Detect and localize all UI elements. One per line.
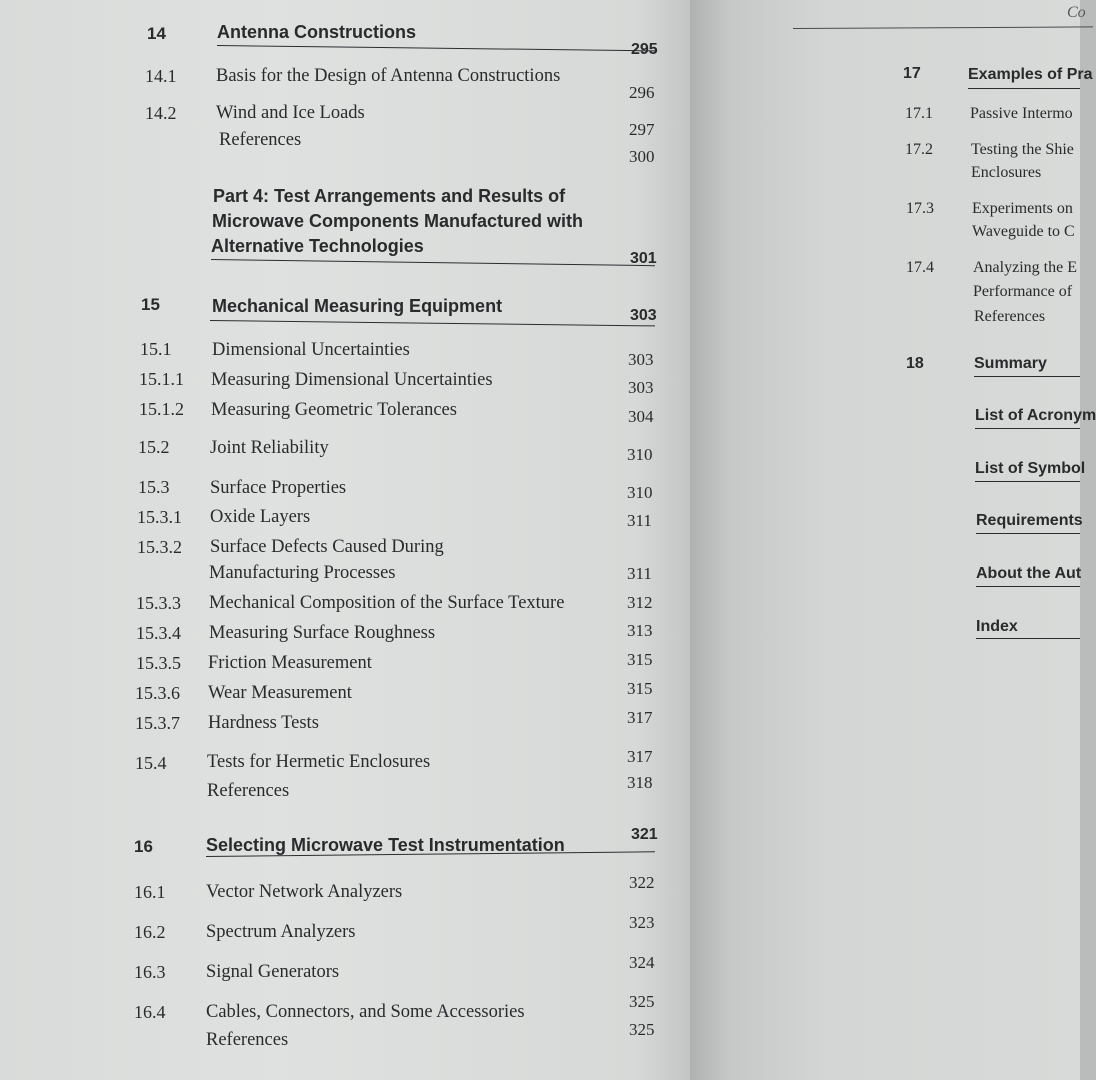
section-title: Cables, Connectors, and Some Accessories [206,1002,525,1022]
section-page: 296 [629,83,655,102]
chapter-number: 14 [147,24,166,43]
section-title-line-1: Testing the Shie [971,141,1074,158]
section-title: Wear Measurement [208,683,352,703]
chapter-title: List of Acronym [975,407,1096,424]
section-number: 15.1 [140,339,172,359]
section-title-line-2: Enclosures [971,164,1042,181]
section-number: 16.1 [134,882,166,902]
section-number: 16.2 [134,922,166,942]
section-page: 325 [629,992,655,1011]
section-number: 15.3.4 [136,623,181,643]
section-page: 310 [627,483,653,502]
chapter-rule [217,45,655,51]
running-header: Co [1067,4,1086,21]
section-number: 15.4 [135,753,167,773]
section-title: Wind and Ice Loads [216,103,365,123]
section-page: 312 [627,593,653,612]
chapter-rule [975,481,1080,482]
part-page: 301 [630,250,657,267]
section-title-line-2: Performance of [973,283,1073,300]
section-title: Spectrum Analyzers [206,922,356,942]
section-page: 323 [629,913,655,932]
chapter-title: Index [976,618,1018,635]
references-title: References [206,1030,289,1050]
chapter-title: Mechanical Measuring Equipment [212,296,503,316]
section-title: Joint Reliability [210,438,329,458]
section-page: 303 [628,350,654,369]
section-page: 324 [629,953,655,972]
section-title: Passive Intermo [970,105,1073,122]
section-page: 317 [627,747,653,766]
chapter-rule [974,376,1080,377]
chapter-title: Antenna Constructions [217,22,417,42]
section-title: Measuring Dimensional Uncertainties [211,370,493,390]
section-page: 304 [628,407,654,426]
chapter-title: Summary [974,355,1047,372]
chapter-title: List of Symbol [975,460,1086,477]
section-title: Tests for Hermetic Enclosures [207,752,431,772]
section-number: 15.3.7 [135,713,180,733]
references-title: References [207,781,290,801]
section-number: 16.3 [134,962,166,982]
section-title: Dimensional Uncertainties [212,340,410,360]
part-rule [211,259,655,266]
section-title-line-2: Manufacturing Processes [209,563,396,583]
section-title-line-2: Waveguide to C [972,223,1075,240]
section-title-line-1: Analyzing the E [973,259,1077,276]
part-title-line-1: Part 4: Test Arrangements and Results of [213,186,566,206]
section-page: 313 [627,621,653,640]
references-page: 300 [629,147,655,166]
chapter-rule [210,320,655,326]
section-page: 311 [627,511,652,530]
section-number: 15.3.3 [136,593,181,613]
section-title-line-1: Experiments on [972,200,1073,217]
section-page: 315 [627,679,653,698]
chapter-title: Examples of Pra [968,66,1093,83]
section-title: Basis for the Design of Antenna Constructions [216,66,561,86]
section-page: 322 [629,873,655,892]
section-number: 15.2 [138,437,170,457]
chapter-title: About the Aut [976,565,1082,582]
section-title: Signal Generators [206,962,340,982]
section-page: 310 [627,445,653,464]
references-page: 325 [629,1020,655,1039]
chapter-page: 295 [631,41,658,58]
references-title: References [219,130,302,150]
section-page: 303 [628,378,654,397]
chapter-number: 18 [906,355,924,372]
section-title: Surface Properties [210,478,347,498]
references-page: 318 [627,773,653,792]
section-number: 15.3.6 [135,683,180,703]
section-title: Measuring Geometric Tolerances [211,400,457,420]
section-number: 15.3.1 [137,507,182,527]
right-page [690,0,1096,1080]
chapter-rule [975,428,1080,429]
section-number: 15.1.1 [139,369,184,389]
section-number: 15.3 [138,477,170,497]
section-number: 17.1 [905,105,933,122]
chapter-rule [976,533,1080,534]
section-title: Friction Measurement [208,653,372,673]
section-number: 15.1.2 [139,399,184,419]
part-title-line-2: Microwave Components Manufactured with [212,211,584,231]
section-title: Oxide Layers [210,507,311,527]
chapter-number: 15 [141,295,160,314]
section-page: 317 [627,708,653,727]
section-page: 297 [629,120,655,139]
section-page: 311 [627,564,652,583]
chapter-number: 17 [903,65,921,82]
chapter-page: 303 [630,307,657,324]
section-number: 15.3.2 [137,537,182,557]
section-page: 315 [627,650,653,669]
section-title: Hardness Tests [208,713,319,733]
chapter-page: 321 [631,826,658,843]
chapter-title: Selecting Microwave Test Instrumentation [206,835,565,855]
header-rule [793,26,1093,29]
section-title: Mechanical Composition of the Surface Texture [209,593,565,613]
chapter-number: 16 [134,837,153,856]
section-title: Measuring Surface Roughness [209,623,436,643]
section-number: 14.1 [145,66,177,86]
references-title: References [974,308,1046,325]
section-number: 14.2 [145,103,177,123]
section-number: 17.4 [906,259,934,276]
section-title-line-1: Surface Defects Caused During [210,537,444,557]
chapter-rule [976,586,1080,587]
section-number: 17.2 [905,141,933,158]
chapter-rule [968,88,1080,89]
section-number: 16.4 [134,1002,166,1022]
part-title-line-3: Alternative Technologies [211,236,424,256]
chapter-title: Requirements [976,512,1083,529]
chapter-rule [976,638,1080,639]
section-title: Vector Network Analyzers [206,882,403,902]
section-number: 17.3 [906,200,934,217]
section-number: 15.3.5 [136,653,181,673]
